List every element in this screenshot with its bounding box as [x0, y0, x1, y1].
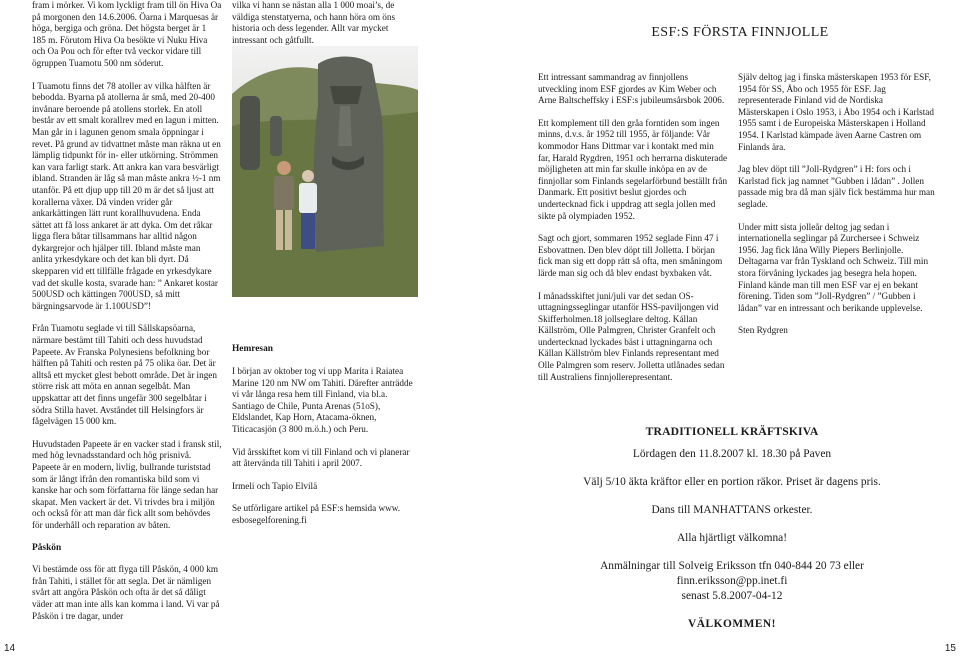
author-sten-rydgren: Sten Rydgren	[738, 325, 788, 336]
finnjolle-column-2	[738, 72, 936, 348]
paragraph-website-link: Se utförligare artikel på ESF:s hemsida www. esbosegelforening.fi	[232, 503, 401, 525]
event-date: Lördagen den 11.8.2007 kl. 18.30 på Paven	[632, 448, 832, 460]
paragraph-summary: Ett intressant sammandrag av finnjollens utveckling inom ESF gjordes av Kim Weber och Arne Baltscheffsky i ESF:s jubileumsårsbok 2006.	[538, 72, 725, 106]
paragraph-jolletta: Sagt och gjort, sommaren 1952 seglade Finn 47 i Esbovattnen. Den blev döpt till Jolletta. I början fick man sig ett dopp rätt så ofta, men småningom lärde man sig och då blev endast byxbaken våt.	[538, 233, 723, 278]
paragraph-paskon: Vi bestämde oss för att flyga till Påskön, 4 000 km från Tahiti, i stället för att segla. Det är nämligen svårt att angöra Påskön och ofta är det så dåligt väder att man inte alls kan komma i land. Vi var på Påskön i tre dagar, under	[32, 564, 220, 621]
easter-island-photo	[232, 46, 418, 297]
event-closing: VÄLKOMMEN!	[688, 618, 776, 630]
paragraph-moai: vilka vi hann se nästan alla 1 000 moai’s, de väldiga stenstatyerna, och hann höra om öns historia och dess legender. Allt var mycket intressant och gåtfullt.	[232, 0, 396, 45]
paragraph-papeete: Huvudstaden Papeete är en vacker stad i fransk stil, med hög levnadsstandard och hög prisnivå. Papeete är en modern, livlig, bullrande turiststad som är långt ifrån den romantiska bild som vi kanske har och som författarna för länge sedan har skapat. Men vackert är det. Vi trivdes bra i miljön och också för att man där fick allt som behövdes för underhåll och reparation av båten.	[32, 438, 222, 530]
article-column-1	[32, 0, 222, 633]
crayfish-party-announcement	[582, 424, 882, 632]
author-byline: Irmeli och Tapio Elvilä	[232, 480, 318, 491]
page-number-right: 15	[944, 643, 956, 654]
paragraph-return-plan: Vid årsskiftet kom vi till Finland och vi planerar att återvända till Tahiti i april 2007.	[232, 446, 410, 469]
moai-photo-illustration	[232, 46, 418, 297]
paragraph-os-trials: I månadsskiftet juni/juli var det sedan OS-uttagningsseglingar utanför HSS-paviljongen vid Skifferholmen.18 jollseglare deltog. Kállan Källström, Olle Palmgren, Christer Granfelt och undertecknad lyckades bäst i uttagningarna och Källan Källström blev Finlands representant med Olle Palmgren som reserv. Jolletta utlånades sedan till Australiens finnjollerepresentant.	[538, 290, 725, 382]
event-signup: Anmälningar till Solveig Eriksson tfn 040-844 20 73 eller finn.eriksson@pp.inet.fi	[600, 560, 864, 587]
finnjolle-column-1	[538, 72, 728, 394]
paragraph-zurich: Under mitt sista jolleår deltog jag sedan i internationella seglingar på Zurchersee i Schweiz 1956. Jag fick låna Willy Piepers Berlinjolle. Deltagarna var från Tyskland och Schweiz. Till min stora förvåning lyckades jag besegra hela hopen. Finland kände man till men ESF var ej en bekant förening. Tiden som ”Joll-Rydgren” / ”Gubben i lådan” var en intressant och berikande upplevelse.	[738, 221, 929, 313]
page-number-left: 14	[4, 643, 16, 654]
paragraph-tahiti: Från Tuamotu seglade vi till Sällskapsöarna, närmare bestämt till Tahiti och dess huvudstad Papeete. Av Franska Polynesiens befolkning bor hälften på Tahiti och resten på 75 olika öar. Det är alltså ett mycket glest bebott område. Det är ingen större risk att möta en annan segelbåt. Man uppskattar att det finns ungefär 300 segelbåtar i södra Stilla havet. Avståndet till Helsingfors är fågelvägen 15 000 km.	[32, 323, 217, 427]
article-column-2-lower	[232, 366, 418, 538]
paragraph-championships: Själv deltog jag i finska mästerskapen 1953 för ESF, 1954 för SS, Åbo och 1955 för ESF. Jag representerade Finland vid de Nordiska Mästerskapen i Oslo 1953, i Åbo 1954 och i Karlstad 1955 samt i de Europeiska Mästerskapen i Holland 1954. I Karlstad kämpade även Aarne Castren om Finlands ära.	[738, 72, 934, 152]
event-deadline: senast 5.8.2007-04-12	[681, 590, 783, 602]
event-menu: Välj 5/10 äkta kräftor eller en portion räkor. Priset är dagens pris.	[583, 476, 881, 488]
article-title-finnjolle: ESF:S FÖRSTA FINNJOLLE	[651, 25, 829, 40]
event-music: Dans till MANHATTANS orkester.	[651, 504, 813, 516]
paragraph-history: Ett komplement till den gråa forntiden som ingen minns, d.v.s. år 1952 till 1955, är följande: Vår kommodor Hans Dittmar var i kontakt med min far, Harald Rygdren, 1951 och herrarna diskuterade möjligheten att min far skulle inköpa en av de finnjollar som Finlands segelarförbund beställt från Danmark. Ett positivt beslut gjordes och undertecknad fick i uppdrag att segla jollen med sikte på olympiaden 1952.	[538, 117, 728, 221]
paragraph-marquesas: fram i mörker. Vi kom lyckligt fram till ön Hiva Oa på morgonen den 14.6.2006. Öarna i Marquesas är höga, bergiga och gröna. Det högsta berget är 1 185 m. Förutom Hiva Oa besökte vi Nuku Hiva och Oa Pou och för efter två veckor vidare till ögruppen Tuamotu 500 nm söderut.	[32, 0, 222, 68]
event-title: TRADITIONELL KRÄFTSKIVA	[645, 425, 819, 438]
heading-paskon: Påskön	[32, 542, 62, 553]
paragraph-nickname: Jag blev döpt till ”Joll-Rydgren” i H: fors och i Karlstad fick jag namnet ”Gubben i lådan” . Jollen passade mig bra då man själv fick bestämma hur man seglade.	[738, 164, 935, 209]
paragraph-tuamotu: I Tuamotu finns det 78 atoller av vilka hälften är bebodda. Byarna på atollerna är små, med 20-400 invånare beroende på atollens storlek. En atoll består av ett smalt korallrev med en lagun i mitten. Man går in i lagunen genom smala öppningar i revet. På grund av tidvattnet måste man räkna ut en lämplig tidpunkt för in- eller utkörning. Strömmen kan vara farligt stark. Att ankra kan vara besvärligt ibland. Stranden är låg så man måste ankra ½-1 nm utanför. På ett djup upp till 20 m är det så ljust att korallerna växer. Då vinden vrider går ankarkättingen lätt runt korallhuvudena. Enda sättet att få loss ankaret är att dyka. Om det råkar ligga flera båtar tillsammans har alltid någon dykargrejor och hjälper till. Ibland måste man anlita yrkesdykare och det kan bli dyrt. Då skepparen vid ett tillfälle frågade en yrkesdykare vad det skulle kosta, svarade han: ” Ankaret kostar 500USD och kättingen 700USD, så mitt bärgningsarvode är 1.100USD”!	[32, 80, 221, 311]
event-welcome: Alla hjärtligt välkomna!	[676, 532, 788, 544]
section-heading-hemresan: Hemresan	[232, 344, 273, 354]
paragraph-hemresan: I början av oktober tog vi upp Marita i Raiatea Marine 120 nm NW om Tahiti. Därefter anträdde vi vår långa resa hem till Finland, via bl.a. Santiago de Chile, Punta Arenas (51oS), Eldslandet, Kap Horn, Atacama-öknen, Titicacasjön (3 800 m.ö.h.) och Peru.	[232, 366, 413, 434]
